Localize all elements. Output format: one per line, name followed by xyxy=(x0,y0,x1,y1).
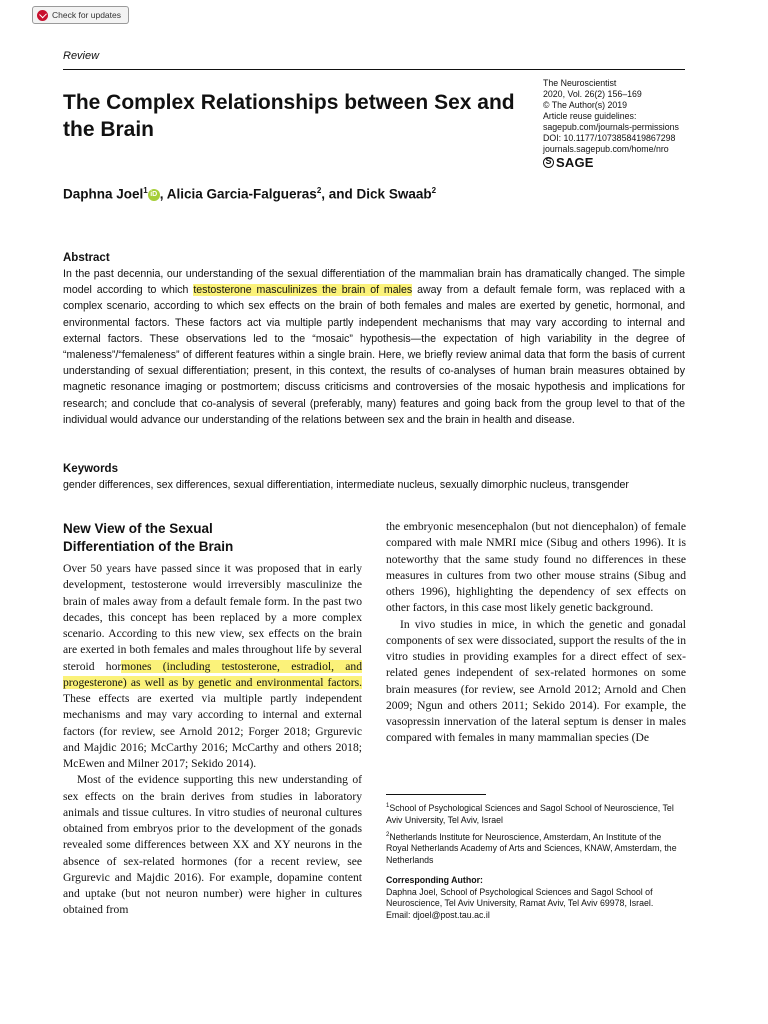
body-text-segment: Over 50 years have passed since it was proposed that in early development, testosterone would irreversibly masculinize the brain of males away from a default female form. In the past two decades, this concept has been replaced by a more complex scenario. According to this new view, sex effects on the brain are exerted in both females and males throughout life by several steroid hor xyxy=(63,562,362,673)
body-column-right xyxy=(386,519,686,747)
author-separator: , xyxy=(159,186,167,202)
footnote-affiliation-2 xyxy=(386,830,686,867)
abstract-heading: Abstract xyxy=(63,252,110,264)
footnotes xyxy=(386,801,686,922)
footnote-text: School of Psychological Sciences and Sagol School of Neuroscience, Tel Aviv University, Tel Aviv, Israel xyxy=(386,802,674,825)
footnote-marker: 2 xyxy=(386,831,390,838)
body-text-segment: These effects are exerted via multiple partly independent mechanisms and may vary according to internal and external factors (for review, see Arnold 2012; Forger 2018; Grgurevic and Majdic 2016; McCarthy 2016; McCarthy and others 2018; McEwen and Milner 2017; Sekido 2014). xyxy=(63,692,362,770)
orcid-icon[interactable]: iD xyxy=(148,189,160,201)
journal-homepage-link[interactable]: journals.sagepub.com/home/nro xyxy=(543,144,669,154)
author-name: Dick Swaab xyxy=(356,186,432,202)
section-label: Review xyxy=(63,50,100,62)
footnote-marker: 1 xyxy=(386,803,390,809)
journal-name: The Neuroscientist xyxy=(543,78,617,88)
keywords-text: gender differences, sex differences, sexual differentiation, intermediate nucleus, sexually dimorphic nucleus, transgender xyxy=(63,479,629,491)
author-affiliation-marker: 2 xyxy=(431,186,437,195)
author-name: Alicia Garcia-Falgueras xyxy=(166,186,317,202)
reuse-guidelines: Article reuse guidelines: xyxy=(543,111,637,121)
section-heading-line: Differentiation of the Brain xyxy=(63,539,234,554)
abstract-text xyxy=(63,266,685,428)
body-paragraph xyxy=(63,561,362,772)
footnote-text: Netherlands Institute for Neuroscience, Amsterdam, An Institute of the Royal Netherlands Academy of Arts and Sciences, KNAW, Amsterdam, the Netherlands xyxy=(386,831,677,866)
body-paragraph: Most of the evidence supporting this new understanding of sex effects on the brain derives from studies in laboratory animals and tissue cultures. In vitro studies of neuronal cultures obtained from embryos prior to the development of the gonads revealed some differences between XX and XY neurons in the absence of sex-related hormones (for a recent review, see Grgurevic and Majdic 2016). For example, dopamine content and uptake (but not neuron number) were higher in cultures obtained from xyxy=(63,773,362,917)
author-separator: , and xyxy=(321,186,357,202)
sage-s-icon xyxy=(543,157,554,168)
abstract-text-segment: away from a default female form, was replaced with a complex scenario, according to which sex effects on the brain of both females and males are exerted by genetic, hormonal, and environmental factors. These factors act via multiple partly independent mechanisms that may vary according to internal and external factors. These observations led to the “mosaic” hypothesis—the expectation of high variability in the degree of “maleness”/“femaleness” of different features within a single brain. Here, we briefly review animal data that form the basis of current understanding of sexual differentiation; present, in this context, the results of co-analyses of human brain measures obtained by magnetic resonance imaging or postmortem; discuss criticisms and controversies of the mosaic hypothesis and implications for research; and conclude that co-analysis of several (preferably, many) features and going back from the group level to that of the individual would advance our understanding of the relations between sex and the brain in health and disease. xyxy=(63,284,686,426)
sage-logo xyxy=(543,157,703,168)
footnote-affiliation-1 xyxy=(386,801,686,827)
body-paragraph: the embryonic mesencephalon (but not diencephalon) of female compared with male NMRI mice (Sibug and others 1996). It is noteworthy that the same study found no differences in these measures in cultures from two other mouse strains (Sibug and others 1996), highlighting the dependency of sex effects on other factors, in this case most likely genetic background. xyxy=(386,520,686,615)
check-updates-label: Check for updates xyxy=(52,10,121,20)
journal-info xyxy=(543,78,703,168)
section-heading-line: New View of the Sexual xyxy=(63,521,213,536)
body-paragraph: In vivo studies in mice, in which the genetic and gonadal components of sex were dissociated, support the results of the in vitro studies in providing examples for a direct effect of sex-related genes independent of sex-related hormones on some brain measures (for review, see Arnold 2012; Arnold and Chen 2009; Ngun and others 2011; Sekido 2014). For example, the vasopressin innervation of the lateral septum is denser in males compared with females in many mammalian species (De xyxy=(386,617,686,745)
footnote-rule xyxy=(386,794,486,795)
section-heading xyxy=(63,520,363,556)
author-list xyxy=(63,186,436,202)
check-updates-icon xyxy=(37,10,48,21)
author-affiliation-marker: 1 xyxy=(143,186,148,195)
author-name: Daphna Joel xyxy=(63,186,144,202)
corresponding-author-email[interactable]: Email: djoel@post.tau.ac.il xyxy=(386,910,490,921)
sage-logo-text: SAGE xyxy=(556,155,594,170)
copyright: © The Author(s) 2019 xyxy=(543,100,628,110)
abstract-highlight: testosterone masculinizes the brain of males xyxy=(193,284,413,297)
keywords-heading: Keywords xyxy=(63,463,118,475)
abstract-text-segment: In the past decennia, our understanding of the sexual differentiation of the mammalian brain has dramatically changed. The simple model according to which xyxy=(63,268,685,297)
body-column-left xyxy=(63,561,362,919)
article-title: The Complex Relationships between Sex and the Brain xyxy=(63,91,515,141)
corresponding-author-text: Daphna Joel, School of Psychological Sciences and Sagol School of Neuroscience, Tel Aviv University, Ramat Aviv, Tel Aviv 69978, Israel. xyxy=(386,886,654,909)
body-highlight: mones (including testosterone, estradiol, and progesterone) as well as by genetic and environmental factors. xyxy=(63,659,362,689)
journal-volume: 2020, Vol. 26(2) 156–169 xyxy=(543,89,642,99)
author-affiliation-marker: 2 xyxy=(316,186,322,195)
doi-link[interactable]: DOI: 10.1177/1073858419867298 xyxy=(543,133,676,143)
header-rule xyxy=(63,69,685,70)
check-for-updates-badge[interactable] xyxy=(32,6,129,24)
corresponding-author-heading: Corresponding Author: xyxy=(386,874,483,885)
permissions-link[interactable]: sagepub.com/journals-permissions xyxy=(543,122,679,132)
